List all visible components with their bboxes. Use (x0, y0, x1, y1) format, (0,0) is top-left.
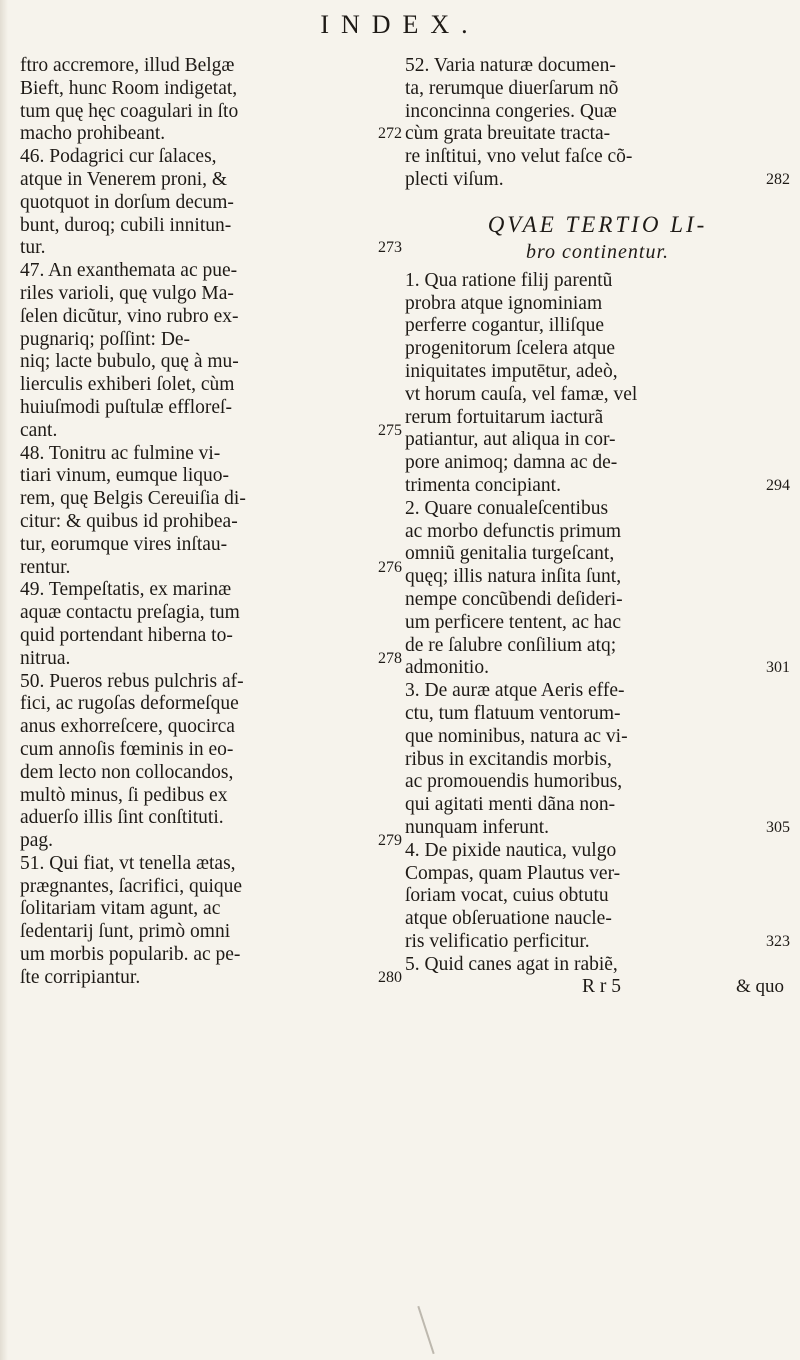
index-entry-text: que nominibus, natura ac vi- (405, 725, 628, 747)
index-line (405, 146, 790, 169)
index-line (20, 55, 402, 78)
index-line (20, 785, 402, 808)
page-number: 276 (378, 558, 402, 576)
index-entry-text: rerum fortuitarum iacturã (405, 406, 604, 428)
index-entry-text: progenitorum ſcelera atque (405, 338, 616, 360)
index-line (405, 726, 790, 749)
index-entry-text: ſte corripiantur. (20, 966, 141, 988)
page-number: 272 (378, 125, 402, 143)
index-line (20, 329, 402, 352)
section-subheading: bro continentur. (525, 240, 670, 263)
index-line (20, 123, 402, 146)
index-entry-text: 49. Tempeſtatis, ex marinæ (20, 579, 232, 601)
index-entry-text: nunquam inferunt. (405, 816, 550, 838)
index-entry-text: plecti viſum. (405, 168, 504, 190)
index-entry-text: nitrua. (20, 647, 71, 669)
index-line (405, 384, 790, 407)
index-entry-text: niq; lacte bubulo, quę à mu- (20, 351, 239, 373)
index-line (20, 830, 402, 853)
index-line (405, 293, 790, 316)
index-entry-text: aduerſo illis ſint conſtituti. (20, 807, 224, 829)
page-header: INDEX. (320, 10, 480, 39)
page-number: 282 (766, 170, 790, 188)
index-line (20, 397, 402, 420)
index-line (405, 78, 790, 101)
index-line (20, 101, 402, 124)
index-entry-text: omniũ genitalia turgeſcant, (405, 543, 615, 565)
index-line (20, 853, 402, 876)
index-line (405, 429, 790, 452)
index-line (20, 716, 402, 739)
index-line (20, 625, 402, 648)
index-entry-text: qui agitati menti dãna non- (405, 794, 616, 816)
index-entry-text: quid portendant hiberna to- (20, 624, 233, 646)
index-line (405, 885, 790, 908)
index-line (405, 169, 790, 192)
index-entry-text: ribus in excitandis morbis, (405, 748, 612, 770)
index-entry-text: Compas, quam Plautus ver- (405, 862, 621, 884)
page-number: 273 (378, 239, 402, 257)
page-number: 280 (378, 968, 402, 986)
index-entry-text: 46. Podagrici cur ſalaces, (20, 146, 217, 168)
index-line (20, 876, 402, 899)
index-line (405, 908, 790, 931)
paper-mark (417, 1306, 434, 1354)
index-entry-text: ac morbo defunctis primum (405, 520, 622, 542)
index-entry-text: 48. Tonitru ac fulmine vi- (20, 442, 221, 464)
index-entry-text: ac promouendis humoribus, (405, 771, 623, 793)
index-entry-text: 1. Qua ratione filij parentũ (405, 269, 613, 291)
index-entry-text: 4. De pixide nautica, vulgo (405, 839, 617, 861)
index-line (20, 807, 402, 830)
index-entry-text: admonitio. (405, 657, 489, 679)
index-line (405, 589, 790, 612)
index-entry-text: riles varioli, quę vulgo Ma- (20, 282, 234, 304)
index-entry-text: pag. (20, 830, 54, 852)
index-entry-text: atque in Venerem proni, & (20, 168, 228, 190)
index-line (405, 55, 790, 78)
index-entry-text: 52. Varia naturæ documen- (405, 55, 616, 76)
index-line (20, 465, 402, 488)
index-line (20, 260, 402, 283)
right-column (405, 55, 790, 999)
index-entry-text: patiantur, aut aliqua in cor- (405, 429, 616, 451)
index-entry-text: quotquot in dorſum decum- (20, 191, 234, 213)
index-entry-text: macho prohibeant. (20, 123, 166, 145)
index-entry-text: multò minus, ſi pedibus ex (20, 784, 228, 806)
index-line (20, 557, 402, 580)
index-entry-text: trimenta concipiant. (405, 474, 561, 496)
index-entry-text: perferre cogantur, illiſque (405, 315, 604, 337)
right-column-top-entries (405, 55, 790, 192)
index-line (405, 749, 790, 772)
index-entry-text: dem lecto non collocandos, (20, 761, 234, 783)
index-entry-text: de re ſalubre conſilium atq; (405, 634, 617, 656)
index-entry-text: nempe concũbendi deſideri- (405, 588, 623, 610)
index-line (20, 351, 402, 374)
index-entry-text: vt horum cauſa, vel famæ, vel (405, 383, 638, 405)
index-entry-text: inconcinna congeries. Quæ (405, 100, 617, 122)
index-entry-text: atque obſeruatione naucle- (405, 908, 612, 930)
index-entry-text: 5. Quid canes agat in rabiẽ, (405, 953, 618, 975)
index-line (20, 898, 402, 921)
index-entry-text: rem, quę Belgis Cereuiſia di- (20, 488, 246, 510)
page-number: 323 (766, 932, 790, 950)
index-entry-text: 47. An exanthemata ac pue- (20, 260, 238, 282)
index-entry-text: 2. Quare conualeſcentibus (405, 497, 609, 519)
index-entry-text: ſedentarij ſunt, primò omni (20, 921, 231, 943)
index-line (20, 534, 402, 557)
index-entry-text: re inſtitui, vno velut faſce cõ- (405, 146, 633, 168)
index-entry-text: Bieft, hunc Room indigetat, (20, 77, 238, 99)
index-line (20, 511, 402, 534)
index-entry-text: ta, rerumque diuerſarum nõ (405, 77, 619, 99)
index-line (405, 566, 790, 589)
page-number: 278 (378, 649, 402, 667)
index-line (20, 169, 402, 192)
index-entry-text: um perficere tentent, ac hac (405, 611, 621, 633)
index-entry-text: pugnariq; poſſint: De- (20, 328, 191, 350)
page-edge (0, 0, 8, 1360)
index-line (405, 657, 790, 680)
index-line (405, 407, 790, 430)
index-line (20, 762, 402, 785)
index-entry-text: ris velificatio perficitur. (405, 930, 590, 952)
index-entry-text: fici, ac rugoſas deformeſque (20, 693, 239, 715)
index-line (405, 543, 790, 566)
signature-mark: R r 5 (581, 976, 621, 998)
index-line (405, 521, 790, 544)
right-column-bottom-entries (405, 270, 790, 977)
index-line (20, 693, 402, 716)
index-entry-text: aquæ contactu preſagia, tum (20, 602, 240, 624)
index-entry-text: bunt, duroq; cubili innitun- (20, 214, 232, 236)
page-number: 275 (378, 421, 402, 439)
index-line (405, 840, 790, 863)
index-line (405, 703, 790, 726)
index-entry-text: ſolitariam vitam agunt, ac (20, 898, 221, 920)
index-entry-text: rentur. (20, 556, 71, 578)
index-line (20, 215, 402, 238)
index-entry-text: probra atque ignominiam (405, 292, 603, 314)
index-entry-text: tur. (20, 237, 46, 259)
index-line (405, 123, 790, 146)
index-entry-text: ſelen dicũtur, vino rubro ex- (20, 305, 239, 327)
index-line (405, 338, 790, 361)
left-column (20, 55, 402, 990)
index-entry-text: 51. Qui fiat, vt tenella ætas, (20, 852, 236, 874)
index-line (20, 967, 402, 990)
index-entry-text: tur, eorumque vires inſtau- (20, 533, 228, 555)
index-line (405, 498, 790, 521)
index-line (20, 420, 402, 443)
index-line (20, 192, 402, 215)
index-line (20, 944, 402, 967)
index-entry-text: pore animoq; damna ac de- (405, 452, 618, 474)
index-line (405, 361, 790, 384)
page-number: 294 (766, 476, 790, 494)
index-line (405, 101, 790, 124)
index-line (20, 146, 402, 169)
index-entry-text: 3. De auræ atque Aeris effe- (405, 680, 625, 702)
index-line (20, 283, 402, 306)
index-entry-text: cùm grata breuitate tracta- (405, 123, 611, 145)
index-entry-text: ftro accremore, illud Belgæ (20, 55, 235, 76)
index-entry-text: prægnantes, ſacrifici, quique (20, 875, 243, 897)
page-number: 305 (766, 818, 790, 836)
index-line (405, 612, 790, 635)
index-entry-text: huiuſmodi puſtulæ effloreſ- (20, 396, 232, 418)
index-line (20, 648, 402, 671)
index-line (20, 443, 402, 466)
index-line (20, 488, 402, 511)
index-line (405, 863, 790, 886)
index-line (20, 78, 402, 101)
index-entry-text: cum annoſis fœminis in eo- (20, 738, 234, 760)
index-line (405, 680, 790, 703)
index-entry-text: citur: & quibus id prohibea- (20, 510, 238, 532)
index-line (405, 315, 790, 338)
index-line (405, 452, 790, 475)
index-entry-text: tum quę hęc coagulari in ſto (20, 100, 239, 122)
index-line (405, 931, 790, 954)
index-entry-text: ctu, tum flatuum ventorum- (405, 702, 621, 724)
index-line (20, 237, 402, 260)
index-line (20, 671, 402, 694)
index-line (20, 739, 402, 762)
index-line (405, 771, 790, 794)
page-number: 301 (766, 659, 790, 677)
index-line (405, 817, 790, 840)
section-heading: QVAE TERTIO LI- (487, 211, 708, 237)
catchword: & quo (735, 976, 784, 998)
index-line (20, 579, 402, 602)
index-entry-text: tiari vinum, eumque liquo- (20, 465, 230, 487)
page-footer (405, 976, 790, 999)
index-entry-text: anus exhorreſcere, quocirca (20, 716, 235, 738)
index-entry-text: lierculis exhiberi ſolet, cùm (20, 374, 235, 396)
index-entry-text: cant. (20, 419, 58, 441)
index-line (405, 954, 790, 977)
index-line (20, 306, 402, 329)
index-line (20, 921, 402, 944)
index-line (405, 475, 790, 498)
page-number: 279 (378, 832, 402, 850)
index-entry-text: iniquitates imputētur, adeò, (405, 360, 618, 382)
index-line (405, 635, 790, 658)
index-line (405, 794, 790, 817)
index-entry-text: um morbis popularib. ac pe- (20, 944, 241, 966)
index-entry-text: ſoriam vocat, cuius obtutu (405, 885, 609, 907)
index-line (405, 270, 790, 293)
index-entry-text: 50. Pueros rebus pulchris af- (20, 670, 244, 692)
index-entry-text: quęq; illis natura inſita ſunt, (405, 566, 622, 588)
index-line (20, 602, 402, 625)
index-line (20, 374, 402, 397)
